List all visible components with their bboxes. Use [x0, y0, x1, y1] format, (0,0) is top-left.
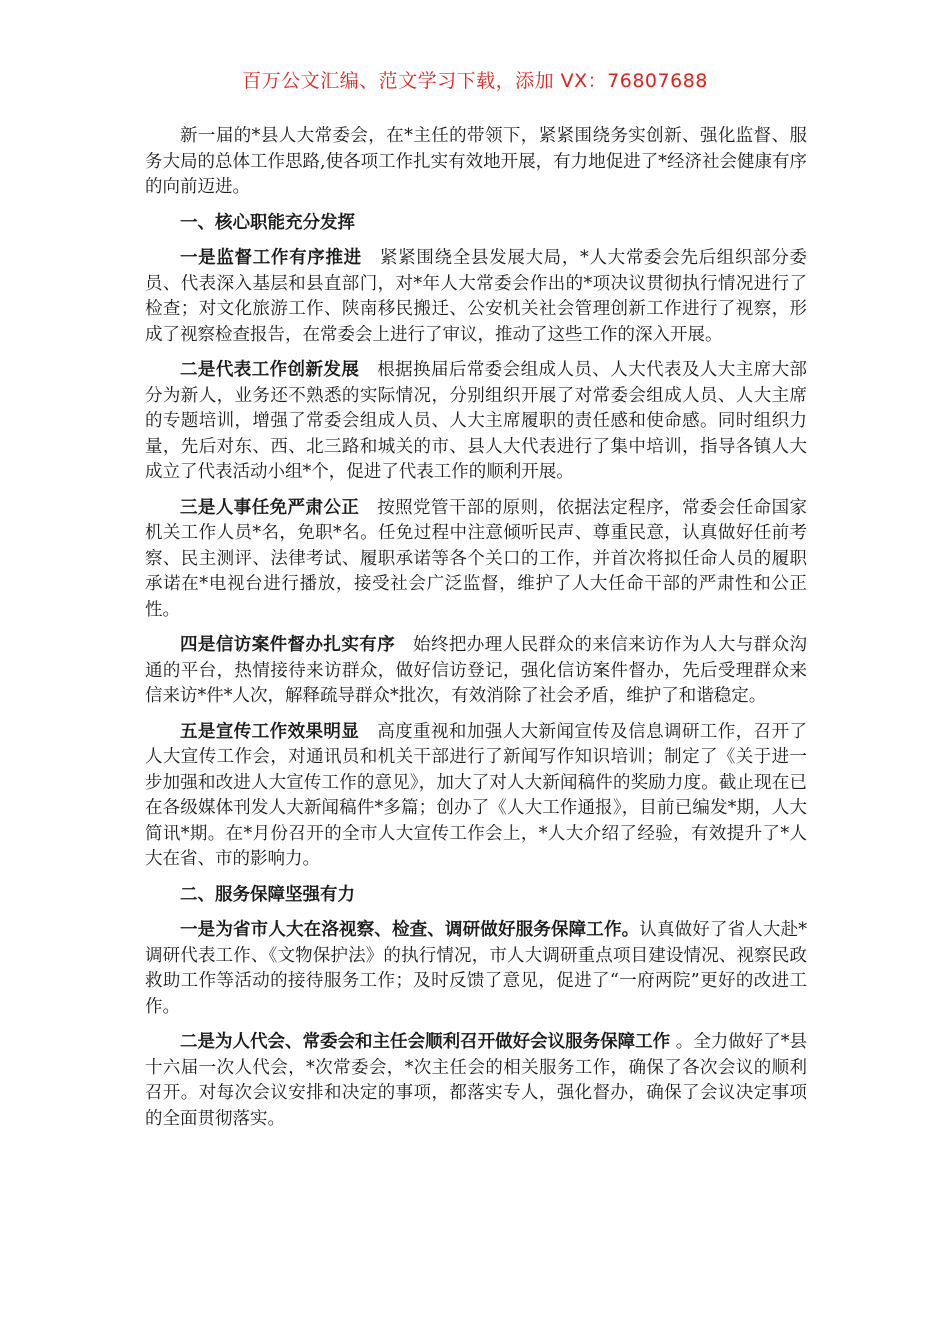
- section2-item-2: [145, 1030, 807, 1132]
- section1-item-2: [145, 358, 807, 486]
- section-heading-1: 一、核心职能充分发挥: [180, 212, 355, 233]
- item-lead: 二是代表工作创新发展: [180, 360, 360, 380]
- section1-item-5: [145, 720, 807, 873]
- watermark-banner: 百万公文汇编、范文学习下载，添加 VX：76807688: [242, 70, 708, 92]
- section1-item-1: [145, 246, 807, 348]
- item-lead: 五是宣传工作效果明显: [180, 721, 360, 742]
- item-body: 按照党管干部的原则，依据法定程序，常委会任命国家机关工作人员*名，免职*名。任免过程中注意倾听民声、尊重民意，认真做好任前考察、民主测评、法律考试、履职承诺等各个关口的工作，并首次将拟任命人员的履职承诺在*电视台进行播放，接受社会广泛监督，维护了人大任命干部的严肃性和公正性。: [145, 497, 807, 620]
- item-lead: 一是监督工作有序推进: [180, 248, 362, 268]
- section2-item-1: [145, 918, 807, 1020]
- section1-item-4: [145, 633, 807, 710]
- item-body: 始终把办理人民群众的来信来访作为人大与群众沟通的平台，热情接待来访群众，做好信访登记，强化信访案件督办，先后受理群众来信来访*件*人次，解释疏导群众*批次，有效消除了社会矛盾，维护了和谐稳定。: [145, 635, 808, 706]
- section-heading-2: 二、服务保障坚强有力: [180, 884, 355, 905]
- item-lead: 三是人事任免严肃公正: [180, 497, 360, 518]
- item-body: 认真做好了省人大赴*调研代表工作、《文物保护法》的执行情况，市人大调研重点项目建设情况、视察民政救助工作等活动的接待服务工作；及时反馈了意见，促进了“一府两院”更好的改进工作。: [145, 920, 808, 1017]
- item-body: 根据换届后常委会组成人员、人大代表及人大主席大部分为新人，业务还不熟悉的实际情况，分别组织开展了对常委会组成人员、人大主席的专题培训，增强了常委会组成人员、人大主席履职的责任感和使命感。同时组织力量，先后对东、西、北三路和城关的市、县人大代表进行了集中培训，指导各镇人大成立了代表活动小组*个，促进了代表工作的顺利开展。: [145, 360, 807, 482]
- document-body: [145, 124, 807, 1142]
- item-lead: 四是信访案件督办扎实有序: [180, 635, 396, 655]
- section1-item-3: [145, 496, 807, 624]
- item-body: 高度重视和加强人大新闻宣传及信息调研工作，召开了人大宣传工作会，对通讯员和机关干部进行了新闻写作知识培训；制定了《关于进一步加强和改进人大宣传工作的意见》，加大了对人大新闻稿件的奖励力度。截止现在已在各级媒体刊发人大新闻稿件*多篇；创办了《人大工作通报》，目前已编发*期，人大简讯*期。在*月份召开的全市人大宣传工作会上，*人大介绍了经验，有效提升了*人大在省、市的影响力。: [145, 721, 807, 869]
- item-lead: 一是为省市人大在洛视察、检查、调研做好服务保障工作。: [180, 920, 640, 940]
- intro-paragraph: 新一届的*县人大常委会，在*主任的带领下，紧紧围绕务实创新、强化监督、服务大局的总体工作思路,使各项工作扎实有效地开展，有力地促进了*经济社会健康有序的向前迈进。: [145, 126, 807, 197]
- item-body: 紧紧围绕全县发展大局，*人大常委会先后组织部分委员、代表深入基层和县直部门，对*年人大常委会作出的*项决议贯彻执行情况进行了检查；对文化旅游工作、陕南移民搬迁、公安机关社会管理创新工作进行了视察，形成了视察检查报告，在常委会上进行了审议，推动了这些工作的深入开展。: [145, 248, 808, 345]
- item-body: 。全力做好了*县十六届一次人代会，*次常委会，*次主任会的相关服务工作，确保了各次会议的顺利召开。对每次会议安排和决定的事项，都落实专人，强化督办，确保了会议决定事项的全面贯彻落实。: [145, 1032, 808, 1129]
- item-lead: 二是为人代会、常委会和主任会顺利召开做好会议服务保障工作: [180, 1032, 671, 1052]
